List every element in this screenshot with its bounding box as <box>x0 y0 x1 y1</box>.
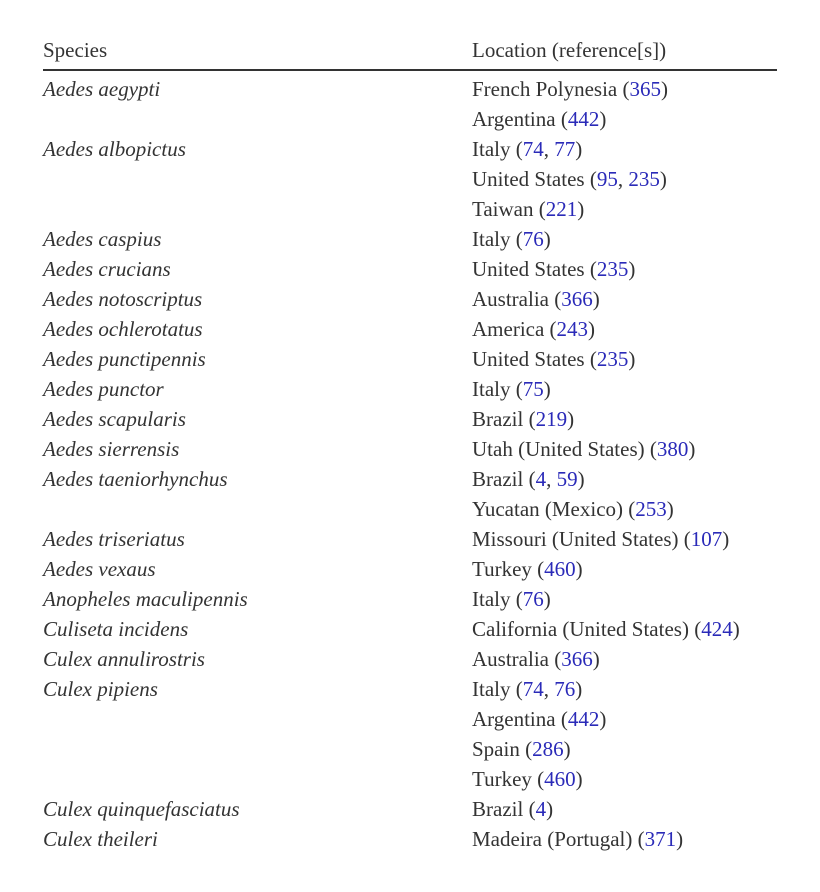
table-row <box>43 284 777 314</box>
reference-link[interactable]: 442 <box>567 707 600 731</box>
location-name: United States <box>472 347 585 371</box>
table-row <box>43 314 777 344</box>
table-row <box>43 74 777 104</box>
location-name: Italy <box>472 227 511 251</box>
species-cell: Aedes ochlerotatus <box>43 317 203 341</box>
species-cell: Aedes vexaus <box>43 557 156 581</box>
location-cell: Italy (74, 76) <box>472 677 583 701</box>
species-cell: Aedes triseriatus <box>43 527 185 551</box>
species-cell: Aedes punctipennis <box>43 347 206 371</box>
table-row <box>43 224 777 254</box>
reference-link[interactable]: 219 <box>535 407 568 431</box>
location-cell: United States (235) <box>472 347 636 371</box>
location-name: Italy <box>472 377 511 401</box>
species-cell: Culex quinquefasciatus <box>43 797 240 821</box>
location-name: Turkey <box>472 767 532 791</box>
header-location: Location (reference[s]) <box>472 38 667 62</box>
reference-link[interactable]: 235 <box>596 257 629 281</box>
location-cell: Australia (366) <box>472 287 600 311</box>
species-cell: Culex pipiens <box>43 677 158 701</box>
location-name: Brazil <box>472 407 524 431</box>
location-cell: Turkey (460) <box>472 557 583 581</box>
reference-link[interactable]: 4 <box>535 467 547 491</box>
location-name: Australia <box>472 647 549 671</box>
reference-link[interactable]: 253 <box>635 497 667 521</box>
location-name: Italy <box>472 587 511 611</box>
reference-link[interactable]: 59 <box>556 467 578 491</box>
species-cell: Aedes crucians <box>43 257 171 281</box>
species-cell: Culex annulirostris <box>43 647 205 671</box>
location-name: Utah (United States) <box>472 437 645 461</box>
location-cell: Turkey (460) <box>472 767 583 791</box>
species-cell: Aedes caspius <box>43 227 162 251</box>
table-row <box>43 434 777 464</box>
location-cell: Italy (75) <box>472 377 551 401</box>
reference-link[interactable]: 76 <box>522 227 544 251</box>
species-cell: Aedes taeniorhynchus <box>43 467 228 491</box>
location-name: Taiwan <box>472 197 534 221</box>
table-row <box>43 554 777 584</box>
location-name: Turkey <box>472 557 532 581</box>
location-cell: Italy (74, 77) <box>472 137 583 161</box>
table-row <box>43 344 777 374</box>
reference-link[interactable]: 76 <box>554 677 576 701</box>
reference-link[interactable]: 235 <box>596 347 629 371</box>
table-row <box>43 494 777 524</box>
species-cell: Aedes notoscriptus <box>43 287 203 311</box>
reference-link[interactable]: 74 <box>522 137 544 161</box>
table-header <box>43 32 777 71</box>
reference-link[interactable]: 366 <box>561 647 593 671</box>
reference-link[interactable]: 95 <box>596 167 618 191</box>
reference-link[interactable]: 442 <box>567 107 600 131</box>
location-cell: America (243) <box>472 317 596 341</box>
reference-link[interactable]: 107 <box>690 527 723 551</box>
reference-link[interactable]: 424 <box>701 617 733 641</box>
species-cell: Aedes sierrensis <box>43 437 180 461</box>
table-row <box>43 404 777 434</box>
location-cell: Brazil (219) <box>472 407 575 431</box>
table-row <box>43 794 777 824</box>
location-cell: Taiwan (221) <box>472 197 585 221</box>
location-name: Australia <box>472 287 549 311</box>
location-cell: Brazil (4) <box>472 797 554 821</box>
location-cell: Australia (366) <box>472 647 600 671</box>
table-row <box>43 254 777 284</box>
table-row <box>43 824 777 854</box>
location-cell: United States (235) <box>472 257 636 281</box>
reference-link[interactable]: 4 <box>535 797 547 821</box>
reference-link[interactable]: 74 <box>522 677 544 701</box>
species-cell: Aedes punctor <box>43 377 164 401</box>
reference-link[interactable]: 286 <box>532 737 564 761</box>
reference-link[interactable]: 371 <box>644 827 677 851</box>
location-cell: Argentina (442) <box>472 107 607 131</box>
reference-link[interactable]: 366 <box>561 287 593 311</box>
location-cell: California (United States) (424) <box>472 617 740 641</box>
header-species: Species <box>43 38 108 62</box>
reference-link[interactable]: 76 <box>522 587 544 611</box>
location-name: Italy <box>472 137 511 161</box>
table-row <box>43 674 777 704</box>
location-cell: Madeira (Portugal) (371) <box>472 827 684 851</box>
species-location-table <box>43 32 777 854</box>
table-row <box>43 134 777 164</box>
reference-link[interactable]: 365 <box>629 77 661 101</box>
location-name: California (United States) <box>472 617 689 641</box>
table-row <box>43 764 777 794</box>
location-cell: United States (95, 235) <box>472 167 667 191</box>
species-cell: Anopheles maculipennis <box>43 587 248 611</box>
location-name: Argentina <box>472 707 556 731</box>
location-cell: Italy (76) <box>472 587 551 611</box>
table-row <box>43 584 777 614</box>
reference-link[interactable]: 460 <box>544 557 576 581</box>
table-row <box>43 194 777 224</box>
table-row <box>43 524 777 554</box>
location-name: Italy <box>472 677 511 701</box>
location-cell: Yucatan (Mexico) (253) <box>472 497 674 521</box>
table-row <box>43 644 777 674</box>
location-cell: Italy (76) <box>472 227 551 251</box>
table-row <box>43 164 777 194</box>
reference-link[interactable]: 221 <box>545 197 578 221</box>
location-cell: Utah (United States) (380) <box>472 437 696 461</box>
table-row <box>43 704 777 734</box>
table-row <box>43 614 777 644</box>
location-cell: French Polynesia (365) <box>472 77 668 101</box>
location-cell: Spain (286) <box>472 737 571 761</box>
location-name: Brazil <box>472 797 524 821</box>
table-row <box>43 374 777 404</box>
location-name: Spain <box>472 737 520 761</box>
location-name: Argentina <box>472 107 556 131</box>
species-cell: Aedes aegypti <box>43 77 161 101</box>
reference-link[interactable]: 77 <box>554 137 576 161</box>
location-name: United States <box>472 167 585 191</box>
species-cell: Culiseta incidens <box>43 617 189 641</box>
table-body <box>43 71 777 854</box>
species-cell: Culex theileri <box>43 827 158 851</box>
species-cell: Aedes albopictus <box>43 137 186 161</box>
location-name: Missouri (United States) <box>472 527 679 551</box>
reference-link[interactable]: 460 <box>544 767 576 791</box>
reference-link[interactable]: 75 <box>522 377 544 401</box>
table-row <box>43 104 777 134</box>
location-cell: Missouri (United States) (107) <box>472 527 730 551</box>
location-name: United States <box>472 257 585 281</box>
location-name: Madeira (Portugal) <box>472 827 633 851</box>
reference-link[interactable]: 235 <box>628 167 660 191</box>
table-row <box>43 734 777 764</box>
location-name: French Polynesia <box>472 77 618 101</box>
location-cell: Argentina (442) <box>472 707 607 731</box>
table-row <box>43 464 777 494</box>
reference-link[interactable]: 380 <box>656 437 689 461</box>
location-cell: Brazil (4, 59) <box>472 467 585 491</box>
species-cell: Aedes scapularis <box>43 407 186 431</box>
reference-link[interactable]: 243 <box>556 317 589 341</box>
location-name: Yucatan (Mexico) <box>472 497 624 521</box>
location-name: America <box>472 317 545 341</box>
location-name: Brazil <box>472 467 524 491</box>
